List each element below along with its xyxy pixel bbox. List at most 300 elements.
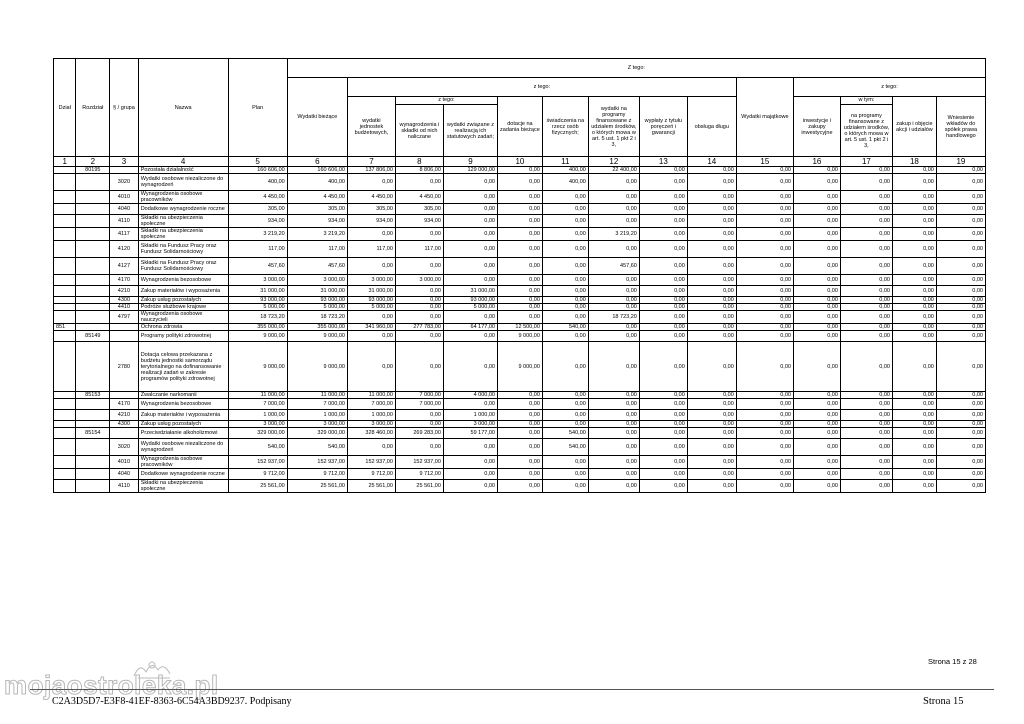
cell-amount: 0,00 xyxy=(497,311,542,324)
cell-dzial xyxy=(54,428,76,439)
cell-amount: 0,00 xyxy=(588,480,639,493)
cell-paragraf: 4210 xyxy=(110,410,139,421)
cell-amount: 0,00 xyxy=(588,331,639,342)
cell-dzial xyxy=(54,204,76,215)
cell-amount: 0,00 xyxy=(793,241,840,258)
cell-paragraf: 4117 xyxy=(110,228,139,241)
cell-amount: 0,00 xyxy=(840,342,892,392)
cell-amount: 0,00 xyxy=(639,275,687,286)
cell-amount: 0,00 xyxy=(588,241,639,258)
cell-nazwa: Dodatkowe wynagrodzenie roczne xyxy=(138,204,228,215)
cell-amount: 0,00 xyxy=(936,421,985,428)
cell-amount: 0,00 xyxy=(936,480,985,493)
cell-amount: 9 000,00 xyxy=(497,342,542,392)
cell-amount: 1 000,00 xyxy=(347,410,395,421)
cell-amount: 0,00 xyxy=(892,228,936,241)
cell-amount: 0,00 xyxy=(736,204,793,215)
cell-amount: 0,00 xyxy=(892,399,936,410)
cell-amount: 0,00 xyxy=(736,174,793,191)
cell-amount: 0,00 xyxy=(542,331,588,342)
cell-amount: 400,00 xyxy=(287,174,347,191)
cell-amount: 0,00 xyxy=(793,469,840,480)
page-number-small: Strona 15 z 28 xyxy=(928,657,977,666)
cell-amount: 0,00 xyxy=(497,392,542,399)
cell-amount: 0,00 xyxy=(687,204,736,215)
cell-amount: 0,00 xyxy=(892,167,936,174)
cell-amount: 4 000,00 xyxy=(443,392,497,399)
cell-amount: 0,00 xyxy=(497,304,542,311)
table-body xyxy=(54,167,986,493)
cell-amount: 7 000,00 xyxy=(347,399,395,410)
cell-amount: 0,00 xyxy=(892,204,936,215)
cell-amount: 0,00 xyxy=(892,392,936,399)
cell-amount: 0,00 xyxy=(936,469,985,480)
cell-amount: 0,00 xyxy=(497,241,542,258)
cell-dzial xyxy=(54,191,76,204)
cell-amount: 400,00 xyxy=(542,167,588,174)
cell-amount: 0,00 xyxy=(936,174,985,191)
cell-paragraf xyxy=(110,392,139,399)
cell-amount: 0,00 xyxy=(497,204,542,215)
cell-amount: 9 000,00 xyxy=(497,331,542,342)
cell-amount: 0,00 xyxy=(347,439,395,456)
cell-amount: 0,00 xyxy=(793,204,840,215)
cell-amount: 22 400,00 xyxy=(588,167,639,174)
cell-amount: 0,00 xyxy=(687,286,736,297)
cell-amount: 0,00 xyxy=(542,191,588,204)
cell-amount: 0,00 xyxy=(395,421,443,428)
cell-amount: 0,00 xyxy=(542,297,588,304)
cell-amount: 0,00 xyxy=(347,311,395,324)
cell-amount: 0,00 xyxy=(840,241,892,258)
header-obsluga-dlugu: obsługa długu xyxy=(687,97,736,157)
cell-amount: 0,00 xyxy=(936,258,985,275)
cell-amount: 0,00 xyxy=(639,392,687,399)
cell-amount: 0,00 xyxy=(639,286,687,297)
cell-nazwa: Pozostała działalność xyxy=(138,167,228,174)
cell-amount: 0,00 xyxy=(936,167,985,174)
cell-nazwa: Wydatki osobowe niezaliczone do wynagrodzeń xyxy=(138,174,228,191)
header-wynagrodzenia: wynagrodzenia i składki od nich naliczane xyxy=(395,105,443,157)
cell-amount: 0,00 xyxy=(892,191,936,204)
cell-amount: 0,00 xyxy=(892,410,936,421)
cell-amount: 0,00 xyxy=(443,228,497,241)
cell-amount: 0,00 xyxy=(639,167,687,174)
cell-rozdzial: 85149 xyxy=(76,331,110,342)
table-row xyxy=(54,174,986,191)
cell-amount: 0,00 xyxy=(443,342,497,392)
cell-amount: 0,00 xyxy=(736,342,793,392)
cell-amount: 0,00 xyxy=(497,469,542,480)
cell-amount: 0,00 xyxy=(687,428,736,439)
header-zakup-akcji: zakup i objęcie akcji i udziałów xyxy=(892,97,936,157)
cell-amount: 0,00 xyxy=(395,228,443,241)
cell-amount: 0,00 xyxy=(936,324,985,331)
cell-rozdzial xyxy=(76,311,110,324)
cell-amount: 0,00 xyxy=(736,191,793,204)
cell-amount: 117,00 xyxy=(228,241,287,258)
cell-amount: 0,00 xyxy=(892,215,936,228)
cell-amount: 0,00 xyxy=(687,469,736,480)
cell-amount: 7 000,00 xyxy=(287,399,347,410)
cell-amount: 0,00 xyxy=(840,191,892,204)
cell-amount: 0,00 xyxy=(840,410,892,421)
cell-amount: 0,00 xyxy=(639,324,687,331)
cell-amount: 1 000,00 xyxy=(443,410,497,421)
cell-amount: 0,00 xyxy=(687,456,736,469)
cell-amount: 0,00 xyxy=(793,428,840,439)
watermark-logo-icon xyxy=(130,656,178,680)
cell-amount: 0,00 xyxy=(736,286,793,297)
cell-amount: 0,00 xyxy=(395,174,443,191)
cell-paragraf: 4410 xyxy=(110,304,139,311)
cell-amount: 0,00 xyxy=(639,174,687,191)
cell-amount: 4 450,00 xyxy=(228,191,287,204)
cell-amount: 0,00 xyxy=(497,480,542,493)
cell-amount: 152 937,00 xyxy=(395,456,443,469)
cell-nazwa: Składki na ubezpieczenia społeczne xyxy=(138,480,228,493)
cell-amount: 0,00 xyxy=(588,204,639,215)
cell-amount: 0,00 xyxy=(443,174,497,191)
cell-nazwa: Zwalczanie narkomanii xyxy=(138,392,228,399)
header-wydatki-biezace: Wydatki bieżące xyxy=(287,78,347,157)
cell-amount: 0,00 xyxy=(588,428,639,439)
cell-amount: 0,00 xyxy=(443,399,497,410)
cell-amount: 152 937,00 xyxy=(228,456,287,469)
cell-amount: 0,00 xyxy=(497,297,542,304)
cell-amount: 540,00 xyxy=(228,439,287,456)
cell-amount: 457,60 xyxy=(588,258,639,275)
cell-amount: 400,00 xyxy=(542,174,588,191)
cell-amount: 0,00 xyxy=(588,304,639,311)
cell-amount: 0,00 xyxy=(542,456,588,469)
cell-amount: 0,00 xyxy=(497,439,542,456)
cell-amount: 0,00 xyxy=(347,331,395,342)
cell-amount: 0,00 xyxy=(588,174,639,191)
cell-amount: 305,00 xyxy=(287,204,347,215)
column-number-cell: 14 xyxy=(687,157,736,167)
cell-amount: 9 000,00 xyxy=(287,331,347,342)
cell-nazwa: Zakup materiałów i wyposażenia xyxy=(138,286,228,297)
cell-amount: 0,00 xyxy=(588,392,639,399)
cell-amount: 0,00 xyxy=(687,410,736,421)
cell-nazwa: Wynagrodzenia bezosobowe xyxy=(138,399,228,410)
cell-dzial xyxy=(54,304,76,311)
cell-amount: 9 000,00 xyxy=(228,342,287,392)
cell-dzial xyxy=(54,286,76,297)
cell-amount: 0,00 xyxy=(542,469,588,480)
cell-amount: 0,00 xyxy=(793,439,840,456)
cell-amount: 64 177,00 xyxy=(443,324,497,331)
cell-rozdzial xyxy=(76,399,110,410)
footer-document-id: C2A3D5D7-E3F8-41EF-8363-6C54A3BD9237. Podpisany xyxy=(52,696,292,707)
cell-amount: 0,00 xyxy=(936,392,985,399)
cell-amount: 0,00 xyxy=(542,275,588,286)
cell-amount: 0,00 xyxy=(588,439,639,456)
cell-amount: 0,00 xyxy=(840,439,892,456)
cell-dzial xyxy=(54,480,76,493)
cell-amount: 0,00 xyxy=(588,275,639,286)
cell-amount: 1 000,00 xyxy=(287,410,347,421)
cell-amount: 0,00 xyxy=(793,392,840,399)
cell-dzial xyxy=(54,331,76,342)
table-row xyxy=(54,410,986,421)
cell-dzial xyxy=(54,228,76,241)
cell-amount: 0,00 xyxy=(542,286,588,297)
header-w-tym: w tym: xyxy=(840,97,892,105)
watermark-text: mojaostroleka.pl xyxy=(4,670,219,700)
cell-amount: 0,00 xyxy=(840,469,892,480)
cell-amount: 0,00 xyxy=(395,342,443,392)
table-row xyxy=(54,456,986,469)
table-row xyxy=(54,297,986,304)
cell-amount: 1 000,00 xyxy=(228,410,287,421)
cell-rozdzial xyxy=(76,469,110,480)
cell-amount: 0,00 xyxy=(395,297,443,304)
header-nazwa: Nazwa xyxy=(138,59,228,157)
cell-amount: 0,00 xyxy=(542,399,588,410)
cell-amount: 3 219,20 xyxy=(588,228,639,241)
cell-amount: 0,00 xyxy=(395,439,443,456)
cell-amount: 0,00 xyxy=(892,439,936,456)
cell-amount: 0,00 xyxy=(840,167,892,174)
header-plan: Plan xyxy=(228,59,287,157)
cell-amount: 4 450,00 xyxy=(395,191,443,204)
cell-amount: 0,00 xyxy=(736,421,793,428)
cell-amount: 18 723,20 xyxy=(287,311,347,324)
cell-amount: 0,00 xyxy=(736,258,793,275)
cell-amount: 0,00 xyxy=(840,399,892,410)
cell-nazwa: Wynagrodzenia osobowe pracowników xyxy=(138,191,228,204)
cell-amount: 0,00 xyxy=(588,297,639,304)
cell-rozdzial xyxy=(76,204,110,215)
cell-amount: 0,00 xyxy=(793,191,840,204)
cell-amount: 0,00 xyxy=(497,399,542,410)
cell-amount: 0,00 xyxy=(936,204,985,215)
cell-dzial xyxy=(54,311,76,324)
cell-paragraf: 4040 xyxy=(110,469,139,480)
cell-amount: 457,60 xyxy=(287,258,347,275)
cell-amount: 0,00 xyxy=(840,228,892,241)
cell-amount: 0,00 xyxy=(639,228,687,241)
cell-dzial xyxy=(54,297,76,304)
table-row xyxy=(54,215,986,228)
cell-amount: 0,00 xyxy=(497,286,542,297)
cell-amount: 0,00 xyxy=(892,258,936,275)
column-number-cell: 15 xyxy=(736,157,793,167)
cell-amount: 0,00 xyxy=(395,331,443,342)
cell-amount: 0,00 xyxy=(687,399,736,410)
cell-paragraf: 2780 xyxy=(110,342,139,392)
cell-paragraf: 4010 xyxy=(110,456,139,469)
column-number-row xyxy=(54,157,986,167)
cell-nazwa: Zakup usług pozostałych xyxy=(138,297,228,304)
cell-amount: 0,00 xyxy=(588,469,639,480)
cell-paragraf xyxy=(110,331,139,342)
cell-dzial xyxy=(54,410,76,421)
cell-amount: 0,00 xyxy=(892,311,936,324)
cell-amount: 5 000,00 xyxy=(443,304,497,311)
cell-amount: 540,00 xyxy=(542,439,588,456)
cell-amount: 305,00 xyxy=(395,204,443,215)
cell-amount: 160 606,00 xyxy=(287,167,347,174)
cell-amount: 0,00 xyxy=(687,324,736,331)
cell-amount: 0,00 xyxy=(687,439,736,456)
cell-amount: 31 000,00 xyxy=(443,286,497,297)
cell-rozdzial xyxy=(76,258,110,275)
cell-amount: 0,00 xyxy=(639,469,687,480)
cell-amount: 0,00 xyxy=(542,392,588,399)
cell-amount: 0,00 xyxy=(687,167,736,174)
cell-nazwa: Zakup materiałów i wyposażenia xyxy=(138,410,228,421)
header-swiadczenia: świadczenia na rzecz osób fizycznych; xyxy=(542,97,588,157)
cell-amount: 0,00 xyxy=(840,204,892,215)
cell-amount: 0,00 xyxy=(936,331,985,342)
cell-dzial xyxy=(54,456,76,469)
cell-amount: 0,00 xyxy=(687,228,736,241)
cell-amount: 0,00 xyxy=(542,228,588,241)
cell-rozdzial xyxy=(76,480,110,493)
cell-amount: 0,00 xyxy=(736,167,793,174)
cell-nazwa: Składki na Fundusz Pracy oraz Fundusz Solidarnościowy xyxy=(138,241,228,258)
cell-amount: 0,00 xyxy=(588,342,639,392)
cell-amount: 0,00 xyxy=(892,286,936,297)
cell-amount: 0,00 xyxy=(639,428,687,439)
cell-amount: 0,00 xyxy=(588,399,639,410)
cell-rozdzial xyxy=(76,286,110,297)
footer-divider xyxy=(30,689,994,690)
table-row xyxy=(54,304,986,311)
cell-dzial xyxy=(54,241,76,258)
cell-amount: 3 000,00 xyxy=(347,275,395,286)
cell-amount: 0,00 xyxy=(443,275,497,286)
cell-amount: 12 500,00 xyxy=(497,324,542,331)
column-number-cell: 6 xyxy=(287,157,347,167)
cell-nazwa: Wydatki osobowe niezaliczone do wynagrodzeń xyxy=(138,439,228,456)
cell-amount: 0,00 xyxy=(347,174,395,191)
table-row xyxy=(54,286,986,297)
cell-amount: 129 000,00 xyxy=(443,167,497,174)
cell-amount: 0,00 xyxy=(892,304,936,311)
cell-amount: 0,00 xyxy=(588,286,639,297)
cell-amount: 0,00 xyxy=(443,456,497,469)
column-number-cell: 3 xyxy=(110,157,139,167)
cell-amount: 0,00 xyxy=(936,428,985,439)
cell-amount: 3 000,00 xyxy=(287,421,347,428)
cell-amount: 0,00 xyxy=(936,228,985,241)
cell-amount: 0,00 xyxy=(639,331,687,342)
header-z-tego: Z tego: xyxy=(287,59,985,78)
table-row xyxy=(54,480,986,493)
cell-amount: 0,00 xyxy=(639,342,687,392)
cell-amount: 0,00 xyxy=(793,286,840,297)
cell-amount: 0,00 xyxy=(793,228,840,241)
cell-amount: 277 783,00 xyxy=(395,324,443,331)
cell-amount: 0,00 xyxy=(736,215,793,228)
table-row xyxy=(54,399,986,410)
cell-paragraf: 4120 xyxy=(110,241,139,258)
column-number-cell: 5 xyxy=(228,157,287,167)
cell-amount: 18 723,20 xyxy=(588,311,639,324)
cell-amount: 117,00 xyxy=(347,241,395,258)
header-wydatki-majatkowe: Wydatki majątkowe xyxy=(736,78,793,157)
cell-amount: 0,00 xyxy=(793,456,840,469)
column-number-cell: 18 xyxy=(892,157,936,167)
cell-amount: 0,00 xyxy=(936,191,985,204)
cell-amount: 0,00 xyxy=(840,428,892,439)
cell-paragraf: 4170 xyxy=(110,275,139,286)
cell-amount: 0,00 xyxy=(588,410,639,421)
cell-amount: 4 450,00 xyxy=(347,191,395,204)
cell-amount: 355 000,00 xyxy=(287,324,347,331)
table-row xyxy=(54,469,986,480)
header-wydatki-statutowe: wydatki związane z realizacją ich statutowych zadań; xyxy=(443,105,497,157)
cell-amount: 0,00 xyxy=(793,275,840,286)
cell-amount: 934,00 xyxy=(347,215,395,228)
cell-amount: 0,00 xyxy=(639,399,687,410)
column-number-cell: 4 xyxy=(138,157,228,167)
cell-amount: 0,00 xyxy=(840,275,892,286)
cell-amount: 0,00 xyxy=(542,304,588,311)
cell-amount: 0,00 xyxy=(639,204,687,215)
cell-amount: 0,00 xyxy=(736,392,793,399)
cell-dzial xyxy=(54,258,76,275)
cell-amount: 0,00 xyxy=(892,174,936,191)
cell-amount: 3 000,00 xyxy=(228,275,287,286)
cell-amount: 934,00 xyxy=(287,215,347,228)
cell-dzial xyxy=(54,392,76,399)
cell-amount: 18 723,20 xyxy=(228,311,287,324)
header-wniesienie: Wniesienie wkładów do spółek prawa handlowego xyxy=(936,97,985,157)
cell-amount: 31 000,00 xyxy=(287,286,347,297)
column-number-cell: 17 xyxy=(840,157,892,167)
header-grupa: § / grupa xyxy=(110,59,139,157)
cell-amount: 0,00 xyxy=(892,428,936,439)
cell-amount: 25 561,00 xyxy=(395,480,443,493)
cell-amount: 0,00 xyxy=(497,258,542,275)
cell-amount: 0,00 xyxy=(497,275,542,286)
header-z-tego-majatkowe: z tego: xyxy=(793,78,985,97)
cell-amount: 0,00 xyxy=(936,439,985,456)
cell-amount: 0,00 xyxy=(639,480,687,493)
cell-amount: 0,00 xyxy=(793,421,840,428)
cell-amount: 7 000,00 xyxy=(395,392,443,399)
cell-amount: 0,00 xyxy=(793,399,840,410)
cell-amount: 0,00 xyxy=(687,331,736,342)
cell-amount: 0,00 xyxy=(497,456,542,469)
cell-rozdzial: 80195 xyxy=(76,167,110,174)
table-row xyxy=(54,167,986,174)
cell-amount: 9 712,00 xyxy=(395,469,443,480)
cell-amount: 0,00 xyxy=(443,258,497,275)
column-number-cell: 2 xyxy=(76,157,110,167)
cell-amount: 0,00 xyxy=(588,324,639,331)
cell-amount: 0,00 xyxy=(542,204,588,215)
cell-amount: 457,60 xyxy=(228,258,287,275)
cell-amount: 117,00 xyxy=(287,241,347,258)
cell-amount: 31 000,00 xyxy=(228,286,287,297)
cell-rozdzial xyxy=(76,342,110,392)
cell-amount: 0,00 xyxy=(840,311,892,324)
cell-amount: 0,00 xyxy=(936,275,985,286)
cell-amount: 0,00 xyxy=(497,167,542,174)
cell-rozdzial xyxy=(76,275,110,286)
cell-amount: 93 000,00 xyxy=(287,297,347,304)
cell-amount: 59 177,00 xyxy=(443,428,497,439)
header-z-tego-biezace: z tego: xyxy=(347,78,736,97)
cell-amount: 0,00 xyxy=(443,241,497,258)
cell-amount: 0,00 xyxy=(736,311,793,324)
